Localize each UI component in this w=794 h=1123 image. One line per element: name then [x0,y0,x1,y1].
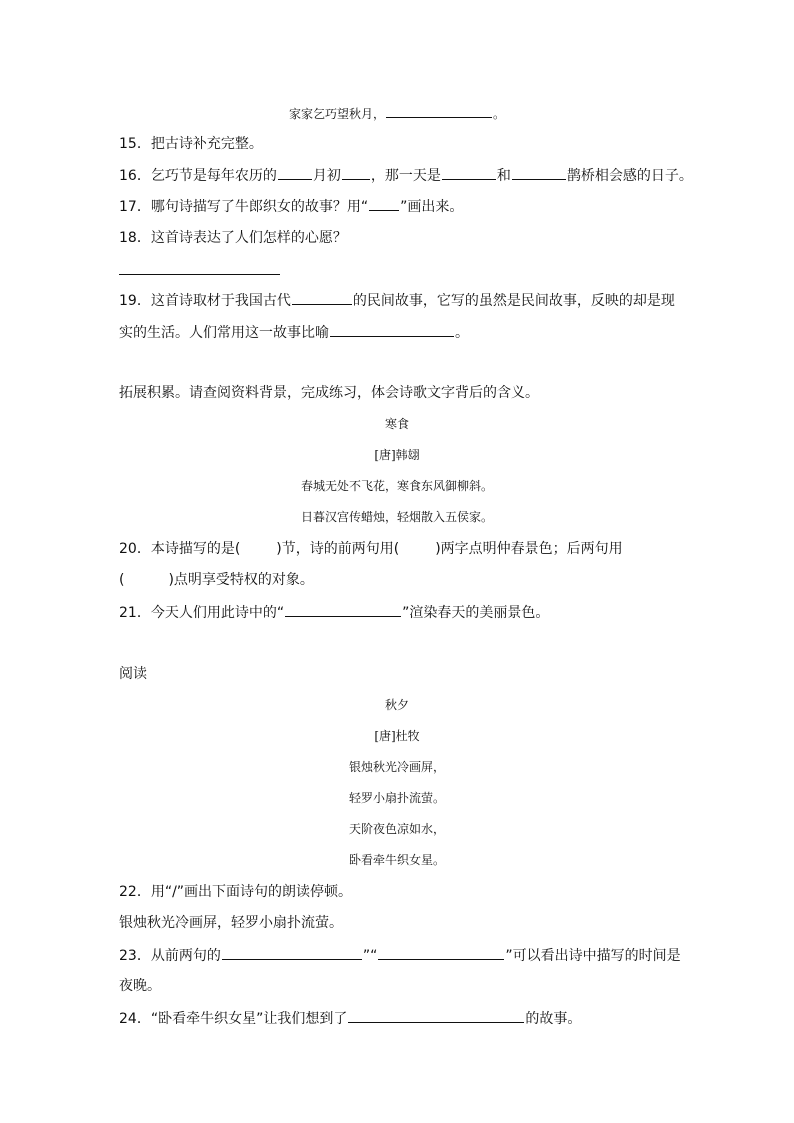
answer-blank[interactable] [348,1008,524,1023]
q20-text: )两字点明仲春景色；后两句用 [435,541,623,557]
poem2-line: 轻罗小扇扑流萤。 [348,791,445,805]
poem1-line: 春城无处不飞花，寒食东风御柳斜。 [300,479,493,493]
q20-text: ( [119,572,125,588]
answer-blank[interactable] [378,945,504,960]
poem1-line: 日暮汉宫传蜡烛，轻烟散入五侯家。 [300,510,493,524]
answer-blank[interactable] [369,196,399,211]
answer-blank[interactable] [342,165,370,180]
question-20-cont [119,570,314,590]
q17-text: ”画出来。 [400,199,464,215]
question-20 [119,539,623,559]
question-22: 22．用“/”画出下面诗句的朗读停顿。 [119,884,353,900]
q16-text: 和 [496,168,511,184]
poem-line-end: 。 [493,107,506,121]
q24-text: 的故事。 [525,1011,582,1027]
question-19 [119,290,675,311]
q19-text: 19．这首诗取材于我国古代 [119,293,291,309]
poem2-line: 银烛秋光冷画屏， [348,760,445,774]
poem-fill-line [0,103,794,123]
answer-line[interactable] [119,274,280,275]
poem-line-text: 家家乞巧望秋月， [288,107,385,121]
section-intro-reading: 阅读 [119,666,147,682]
q16-text: 16．乞巧节是每年农历的 [119,168,277,184]
poem2-author: [唐]杜牧 [374,729,420,743]
question-21 [119,602,549,623]
poem1-title: 寒食 [384,417,409,431]
q20-text: )节，诗的前两句用( [276,541,400,557]
answer-blank[interactable] [278,165,312,180]
poem2-line: 卧看牵牛织女星。 [348,853,445,867]
q23-text: ”可以看出诗中描写的时间是 [505,948,681,964]
q24-text: 24．“卧看牵牛织女星”让我们想到了 [119,1011,348,1027]
q21-text: 21．今天人们用此诗中的“ [119,605,285,621]
question-18: 18．这首诗表达了人们怎样的心愿？ [119,230,347,246]
question-17 [119,196,463,217]
q19-text: 实的生活。人们常用这一故事比喻 [119,325,329,341]
q16-text: 月初 [312,168,341,184]
question-16 [119,165,693,186]
question-15: 15．把古诗补充完整。 [119,136,263,152]
q16-text: 鹊桥相会感的日子。 [566,168,693,184]
answer-blank[interactable] [386,103,492,118]
q23-text: ”“ [362,948,378,964]
section-intro-extension: 拓展积累。请查阅资料背景，完成练习，体会诗歌文字背后的含义。 [119,385,539,401]
q23-text: 23．从前两句的 [119,948,221,964]
q17-text: 17．哪句诗描写了牛郎织女的故事？用“ [119,199,369,215]
q20-text: )点明享受特权的对象。 [168,572,314,588]
question-23-cont: 夜晚。 [119,978,161,994]
answer-blank[interactable] [292,290,352,305]
poem1-author: [唐]韩翃 [374,448,420,462]
q20-text: 20．本诗描写的是( [119,541,241,557]
question-22-text: 银烛秋光冷画屏，轻罗小扇扑流萤。 [119,915,343,931]
poem2-line: 天阶夜色凉如水， [348,822,445,836]
question-24 [119,1008,581,1029]
q19-text: 。 [455,325,469,341]
q19-text: 的民间故事，它写的虽然是民间故事，反映的却是现 [352,293,675,309]
q16-text: ，那一天是 [370,168,441,184]
q21-text: ”渲染春天的美丽景色。 [402,605,550,621]
question-19-cont [119,322,469,343]
answer-blank[interactable] [442,165,496,180]
answer-blank[interactable] [285,602,401,617]
answer-blank[interactable] [512,165,566,180]
answer-blank[interactable] [222,945,362,960]
poem2-title: 秋夕 [384,698,409,712]
answer-blank[interactable] [330,322,454,337]
question-23 [119,945,681,966]
